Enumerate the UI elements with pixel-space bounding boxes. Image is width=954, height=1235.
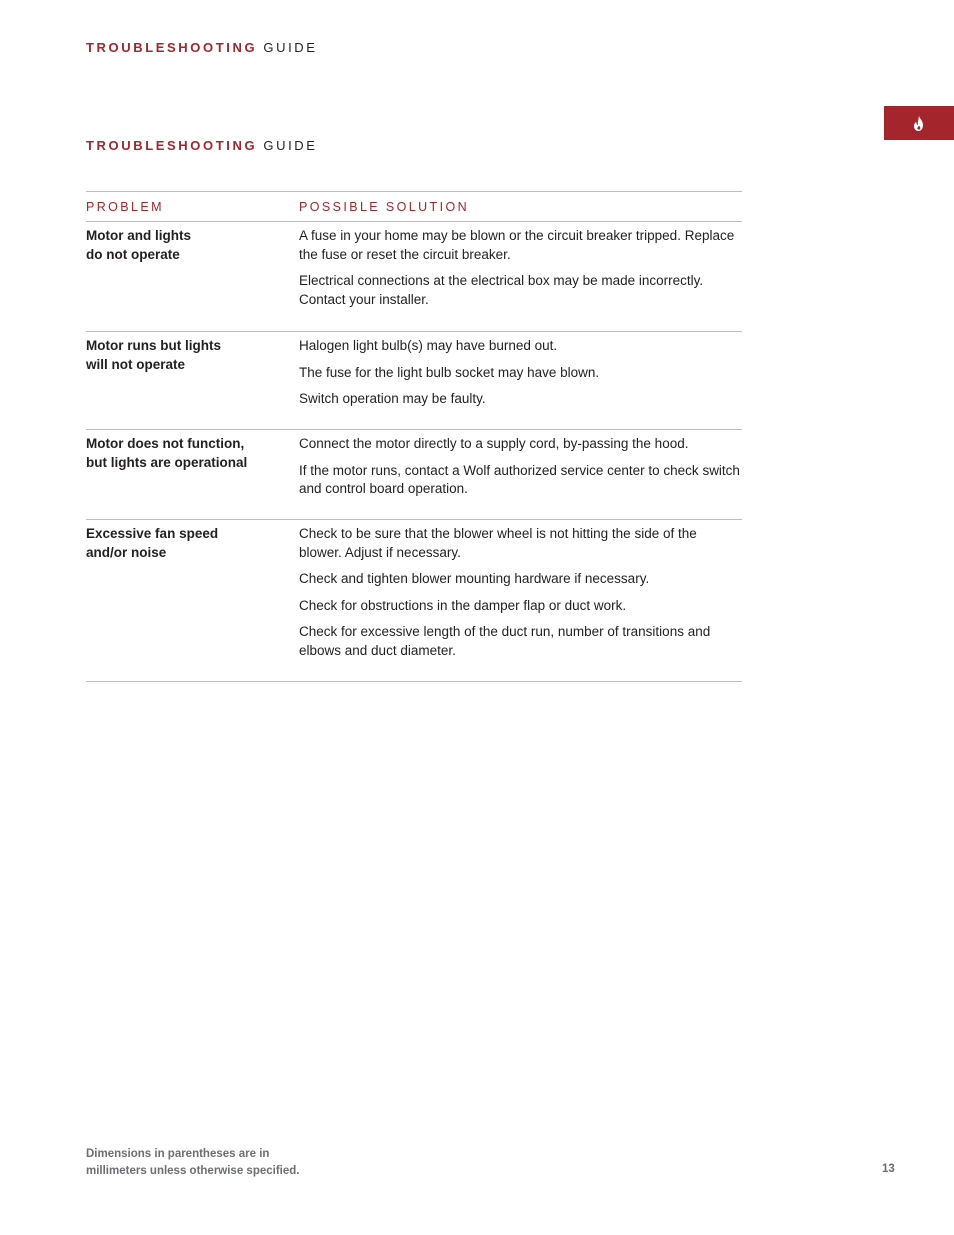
table-row [86, 222, 742, 332]
table-row [86, 520, 742, 682]
solution-cell [299, 337, 742, 429]
section-title-strong: TROUBLESHOOTING [86, 138, 258, 153]
running-header [86, 40, 318, 55]
solution-item: Switch operation may be faulty. [299, 391, 486, 406]
table-row [86, 430, 742, 520]
solution-item: If the motor runs, contact a Wolf authorized service center to check switch and control board operation. [299, 462, 740, 496]
header-problem: PROBLEM [86, 199, 164, 214]
solution-cell [299, 525, 742, 681]
table-row [86, 332, 742, 430]
solution-item: Check to be sure that the blower wheel is not hitting the side of the blower. Adjust if necessary. [299, 526, 697, 560]
running-header-light: GUIDE [263, 40, 318, 55]
solution-item: Check for obstructions in the damper flap or duct work. [299, 597, 627, 613]
solution-item: Check and tighten blower mounting hardware if necessary. [299, 571, 650, 586]
footer-note: Dimensions in parentheses are in millimeters unless otherwise specified. [86, 1148, 300, 1177]
solution-item: Connect the motor directly to a supply cord, by-passing the hood. [299, 436, 689, 451]
table-header [86, 192, 742, 222]
solution-item: Check for excessive length of the duct run, number of transitions and elbows and duct diameter. [299, 624, 711, 658]
page-number: 13 [882, 1163, 895, 1175]
section-tab [884, 106, 954, 140]
section-title-light: GUIDE [263, 138, 318, 153]
problem-cell: Motor runs but lights will not operate [86, 338, 221, 372]
problem-cell: Motor does not function, but lights are operational [86, 436, 248, 470]
section-title [86, 138, 318, 153]
solution-cell [299, 227, 742, 331]
solution-cell [299, 435, 742, 519]
problem-cell: Excessive fan speed and/or noise [86, 526, 219, 560]
solution-item: Halogen light bulb(s) may have burned out. [299, 338, 558, 353]
troubleshooting-table [86, 191, 742, 682]
header-solution: POSSIBLE SOLUTION [299, 199, 470, 214]
solution-item: Electrical connections at the electrical box may be made incorrectly. Contact your installer. [299, 273, 704, 307]
solution-item: A fuse in your home may be blown or the circuit breaker tripped. Replace the fuse or reset the circuit breaker. [299, 228, 735, 262]
solution-item: The fuse for the light bulb socket may have blown. [299, 364, 600, 380]
running-header-strong: TROUBLESHOOTING [86, 40, 258, 55]
flame-icon [913, 116, 925, 131]
problem-cell: Motor and lights do not operate [86, 228, 191, 262]
